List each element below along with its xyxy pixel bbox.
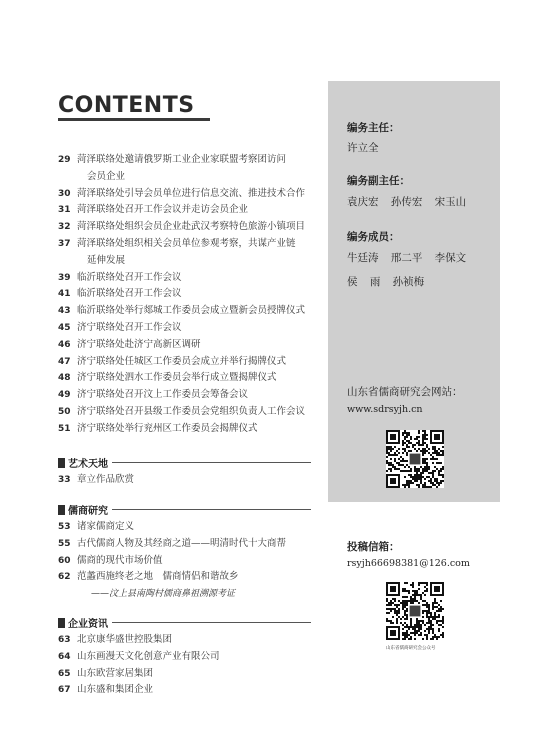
toc-item[interactable] (58, 186, 320, 203)
toc-section-art (58, 472, 320, 489)
toc-item[interactable] (58, 553, 320, 570)
toc-item[interactable] (58, 270, 320, 287)
toc-item-title: 儒商的现代市场价值 (77, 554, 163, 566)
toc-item-title: 北京康华盛世控股集团 (77, 634, 173, 645)
toc-item-title: 山东盛和集团企业 (77, 684, 154, 696)
deputy-label: 编务副主任： (347, 175, 410, 187)
page-number: 60 (58, 555, 71, 566)
page-number: 39 (58, 272, 71, 283)
toc-item-title: 范蠡西施终老之地 儒商情侣和谐故乡 (77, 571, 239, 583)
toc-item-title: 临沂联络处召开工作会议 (77, 271, 182, 283)
toc-item-title: 菏泽联络处组织相关会员单位参观考察，共谋产业链 (77, 237, 296, 249)
toc-item-title: 菏泽联络处组织会员企业赴武汉考察特色旅游小镇项目 (77, 221, 306, 233)
toc-item-title: 济宁联络处召开汶上工作委员会筹备会议 (77, 389, 249, 401)
page-number: 62 (58, 572, 71, 583)
mailbox-email[interactable]: rsyjh66698381@126.com (347, 558, 470, 569)
toc-item[interactable] (58, 421, 320, 438)
toc-item[interactable] (58, 303, 320, 320)
toc-item-title: 菏泽联络处邀请俄罗斯工业企业家联盟考察团访问 (77, 154, 287, 165)
toc-item-title: 山东欧营家居集团 (77, 667, 154, 679)
members-names-1: 牛廷涛 邢二平 李保文 (347, 252, 467, 264)
deputy-names: 袁庆宏 孙传宏 宋玉山 (347, 196, 467, 208)
page-number: 33 (58, 475, 71, 485)
page-number: 49 (58, 390, 71, 401)
toc-item[interactable] (58, 387, 320, 404)
page-number: 55 (58, 538, 71, 549)
toc-item[interactable] (58, 404, 320, 421)
toc-item[interactable] (58, 152, 320, 169)
toc-item[interactable] (58, 320, 320, 337)
page-number: 65 (58, 668, 71, 679)
toc-item-title: 济宁联络处召开县级工作委员会党组织负责人工作会议 (77, 405, 306, 417)
toc-item[interactable] (58, 632, 320, 649)
page-number: 48 (58, 373, 71, 384)
members-names-2: 侯 雨 孙祯梅 (347, 276, 425, 288)
qr-caption: 山东省儒商研究会公众号 (386, 646, 436, 651)
toc-item-continuation: 会员企业 (87, 170, 126, 182)
section-label: 企业资讯 (68, 619, 108, 630)
website-label: 山东省儒商研究会网站： (347, 386, 463, 398)
toc-item[interactable] (58, 519, 320, 536)
page-number: 37 (58, 238, 71, 249)
chief-name: 许立全 (347, 142, 379, 154)
website-url[interactable]: www.sdrsyjh.cn (347, 404, 423, 415)
page-number: 32 (58, 222, 71, 233)
toc-item-continuation: 延伸发展 (87, 254, 126, 266)
page-number: 51 (58, 423, 71, 434)
toc-item-subtitle: ——汶上县南陶村儒商鼻祖溯源考证 (91, 589, 236, 600)
toc-item-title: 临沂联络处举行郯城工作委员会成立暨新会员授牌仪式 (77, 305, 306, 317)
website-qr-code (386, 430, 444, 488)
section-divider (112, 509, 311, 510)
toc-item[interactable] (58, 202, 320, 219)
toc-item-title: 济宁联络处任城区工作委员会成立并举行揭牌仪式 (77, 355, 287, 367)
page-number: 64 (58, 651, 71, 662)
page-number: 45 (58, 322, 71, 333)
toc-item-title: 诸家儒商定义 (77, 521, 135, 532)
section-header-art (58, 455, 311, 470)
page-number: 53 (58, 522, 71, 532)
title-underline (58, 118, 210, 121)
contents-title: CONTENTS (58, 93, 195, 118)
page-number: 30 (58, 188, 71, 199)
toc-section-research (58, 519, 320, 602)
section-header-news (58, 615, 311, 630)
toc-item-title: 济宁联络处召开工作会议 (77, 321, 182, 333)
toc-item[interactable] (58, 682, 320, 699)
toc-item-title: 菏泽联络处召开工作会议并走访会员企业 (77, 204, 249, 216)
members-label: 编务成员： (347, 231, 400, 243)
toc-item-title: 山东画漫天文化创意产业有限公司 (77, 650, 220, 662)
toc-item[interactable] (58, 472, 320, 489)
toc-item[interactable] (58, 666, 320, 683)
page-number: 29 (58, 155, 71, 165)
section-divider (112, 622, 311, 623)
toc-item[interactable] (58, 286, 320, 303)
section-header-research (58, 502, 311, 517)
mailbox-label: 投稿信箱： (347, 541, 400, 553)
page-number: 50 (58, 406, 71, 417)
toc-item[interactable] (58, 354, 320, 371)
toc-item-title: 菏泽联络处引导会员单位进行信息交流、推进技术合作 (77, 187, 306, 199)
page-number: 67 (58, 685, 71, 696)
section-bar-icon (58, 618, 65, 628)
toc-item-title: 济宁联络处泗水工作委员会举行成立暨揭牌仪式 (77, 372, 277, 384)
toc-item[interactable] (58, 337, 320, 354)
toc-item-title: 济宁联络处举行兖州区工作委员会揭牌仪式 (77, 422, 258, 434)
page-number: 47 (58, 356, 71, 367)
page-number: 63 (58, 635, 71, 645)
chief-label: 编务主任： (347, 122, 400, 134)
toc-item-title: 济宁联络处赴济宁高新区调研 (77, 338, 201, 350)
toc-item[interactable] (58, 219, 320, 236)
page-number: 31 (58, 205, 71, 216)
section-divider (112, 462, 311, 463)
page-number: 41 (58, 289, 71, 300)
toc-item[interactable] (58, 649, 320, 666)
wechat-qr-code (386, 582, 444, 640)
page-number: 43 (58, 306, 71, 317)
toc-item[interactable] (58, 370, 320, 387)
section-bar-icon (58, 458, 65, 468)
toc-list (58, 152, 320, 438)
section-label: 艺术天地 (68, 459, 108, 470)
toc-item[interactable] (58, 569, 320, 586)
toc-item[interactable] (58, 236, 320, 253)
section-bar-icon (58, 505, 65, 515)
toc-section-news (58, 632, 320, 699)
section-label: 儒商研究 (68, 506, 108, 517)
toc-item-title: 古代儒商人物及其经商之道——明清时代十大商帮 (77, 537, 287, 549)
page-number: 46 (58, 339, 71, 350)
toc-item-title: 临沂联络处召开工作会议 (77, 288, 182, 300)
toc-item-title: 章立作品欣赏 (77, 474, 135, 485)
toc-item[interactable] (58, 536, 320, 553)
